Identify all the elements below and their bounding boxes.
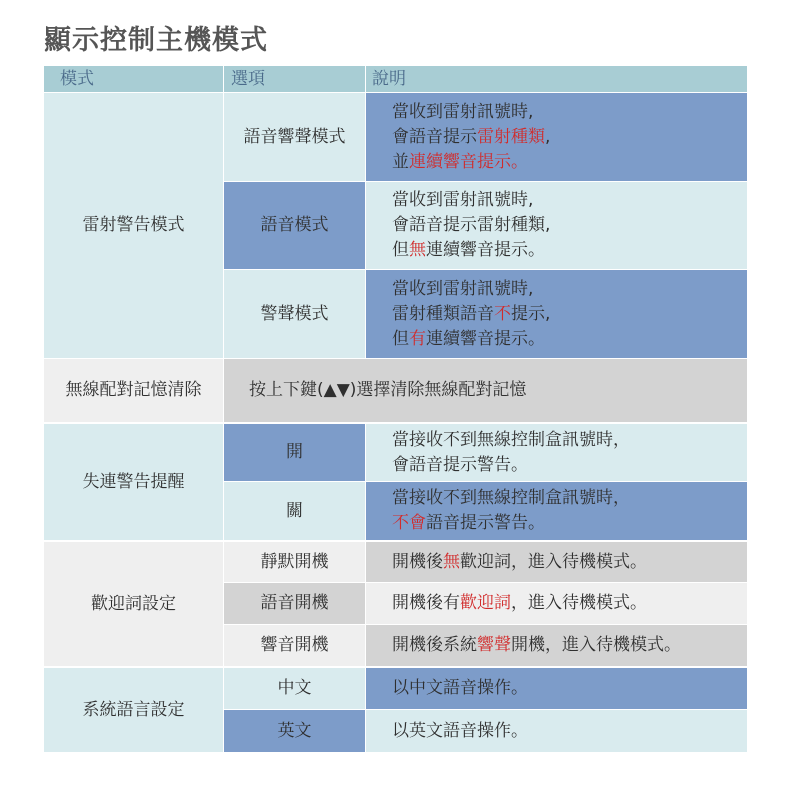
option-chinese: 中文 bbox=[224, 668, 365, 709]
option-english: 英文 bbox=[224, 710, 365, 752]
desc-beep-boot: 開機後系統響聲開機，進入待機模式。 bbox=[366, 625, 747, 666]
highlight-text: 歡迎詞 bbox=[460, 593, 511, 613]
desc-voice-beep bbox=[366, 93, 747, 181]
option-voice-beep: 語音響聲模式 bbox=[224, 93, 365, 181]
desc-lost-on bbox=[366, 424, 747, 481]
mode-wireless-clear: 無線配對記憶清除 bbox=[44, 359, 223, 422]
desc-line: 並連續響音提示。 bbox=[392, 151, 528, 172]
page-title: 顯示控制主機模式 bbox=[44, 25, 268, 56]
header-description: 說明 bbox=[366, 66, 747, 92]
desc-english: 以英文語音操作。 bbox=[366, 710, 747, 752]
header-option: 選項 bbox=[224, 66, 365, 92]
desc-voice-boot: 開機後有歡迎詞，進入待機模式。 bbox=[366, 583, 747, 624]
desc-line: 當接收不到無線控制盒訊號時， bbox=[392, 429, 630, 450]
option-on: 開 bbox=[224, 424, 365, 481]
desc-line: 當收到雷射訊號時, bbox=[392, 101, 534, 122]
desc-line: 會語音提示警告。 bbox=[392, 454, 528, 475]
desc-line: 但有連續響音提示。 bbox=[392, 328, 545, 349]
desc-line: 會語音提示雷射種類, bbox=[392, 215, 551, 235]
highlight-text: 雷射種類 bbox=[477, 126, 545, 147]
option-off: 關 bbox=[224, 482, 365, 540]
highlight-text: 連續響音提示。 bbox=[409, 151, 528, 172]
option-voice: 語音模式 bbox=[224, 182, 365, 269]
highlight-text: 有 bbox=[409, 328, 426, 349]
desc-line: 雷射種類語音不提示, bbox=[392, 303, 551, 324]
option-beep: 警聲模式 bbox=[224, 270, 365, 358]
highlight-text: 無 bbox=[443, 551, 460, 572]
highlight-text: 無 bbox=[409, 240, 426, 260]
mode-language: 系統語言設定 bbox=[44, 668, 223, 752]
mode-welcome: 歡迎詞設定 bbox=[44, 542, 223, 666]
highlight-text: 不 bbox=[494, 303, 511, 324]
highlight-text: 不會 bbox=[392, 513, 426, 533]
desc-voice bbox=[366, 182, 747, 269]
desc-line: 會語音提示雷射種類, bbox=[392, 126, 551, 147]
header-mode: 模式 bbox=[44, 66, 223, 92]
desc-beep bbox=[366, 270, 747, 358]
option-silent-boot: 靜默開機 bbox=[224, 542, 365, 582]
highlight-text: 響聲 bbox=[477, 635, 511, 655]
desc-wireless-clear: 按上下鍵(▲▼)選擇清除無線配對記憶 bbox=[224, 359, 747, 422]
desc-line: 當收到雷射訊號時, bbox=[392, 278, 534, 299]
desc-line: 當收到雷射訊號時, bbox=[392, 190, 534, 210]
desc-line: 當接收不到無線控制盒訊號時， bbox=[392, 488, 630, 508]
mode-radar: 雷射警告模式 bbox=[44, 93, 223, 358]
desc-line: 但無連續響音提示。 bbox=[392, 240, 545, 260]
desc-lost-off bbox=[366, 482, 747, 540]
desc-silent-boot: 開機後無歡迎詞，進入待機模式。 bbox=[366, 542, 747, 582]
mode-lost-warning: 失連警告提醒 bbox=[44, 424, 223, 540]
desc-chinese: 以中文語音操作。 bbox=[366, 668, 747, 709]
desc-line: 不會語音提示警告。 bbox=[392, 513, 545, 533]
option-beep-boot: 響音開機 bbox=[224, 625, 365, 666]
option-voice-boot: 語音開機 bbox=[224, 583, 365, 624]
